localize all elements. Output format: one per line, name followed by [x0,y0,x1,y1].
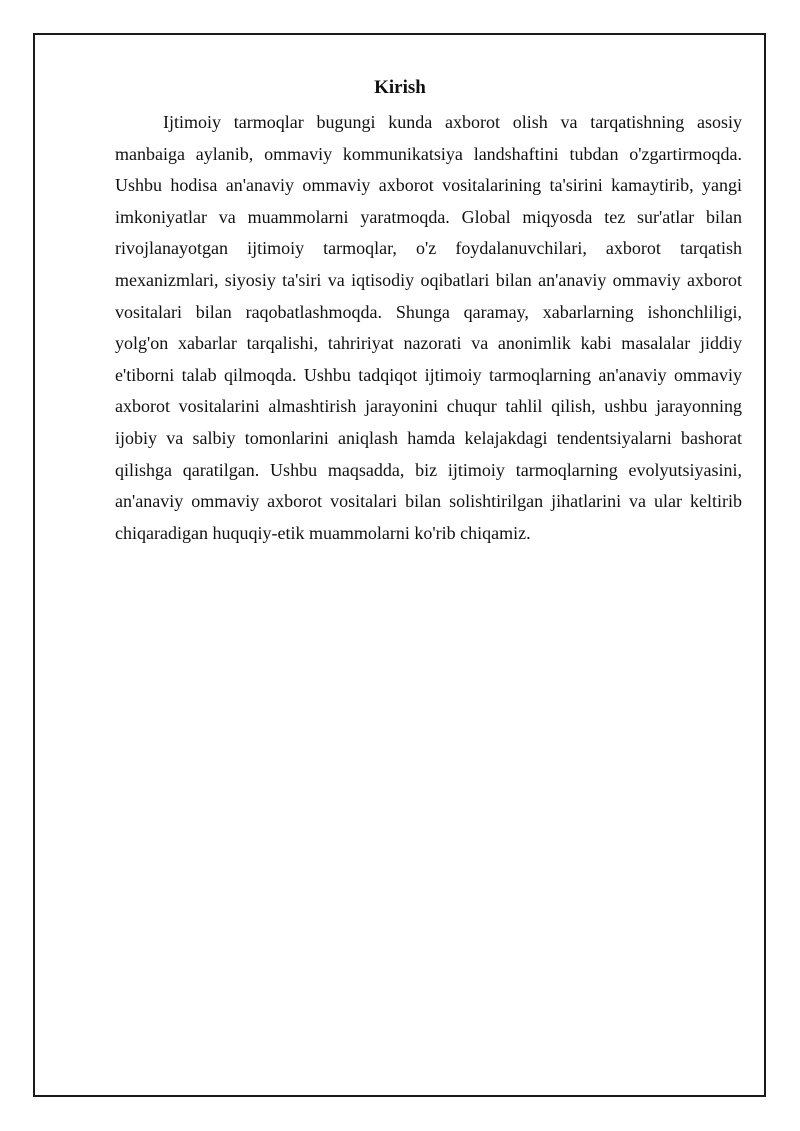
intro-paragraph: Ijtimoiy tarmoqlar bugungi kunda axborot olish va tarqatishning asosiy manbaiga aylanib, ommaviy kommunikatsiya landshaftini tubdan o'zgartirmoqda. Ushbu hodisa an'anaviy ommaviy axborot vositalarining ta'sirini kamaytirib, yangi imkoniyatlar va muammolarni yaratmoqda. Global miqyosda tez sur'atlar bilan rivojlanayotgan ijtimoiy tarmoqlar, o'z foydalanuvchilari, axborot tarqatish mexanizmlari, siyosiy ta'siri va iqtisodiy oqibatlari bilan an'anaviy ommaviy axborot vositalari bilan raqobatlashmoqda. Shunga qaramay, xabarlarning ishonchliligi, yolg'on xabarlar tarqalishi, tahririyat nazorati va anonimlik kabi masalalar jiddiy e'tiborni talab qilmoqda. Ushbu tadqiqot ijtimoiy tarmoqlarning an'anaviy ommaviy axborot vositalarini almashtirish jarayonini chuqur tahlil qilish, ushbu jarayonning ijobiy va salbiy tomonlarini aniqlash hamda kelajakdagi tendentsiyalarni bashorat qilishga qaratilgan. Ushbu maqsadda, biz ijtimoiy tarmoqlarning evolyutsiyasini, an'anaviy ommaviy axborot vositalari bilan solishtirilgan jihatlarini va ular keltirib chiqaradigan huquqiy-etik muammolarni ko'rib chiqamiz. [115,112,742,543]
section-title: Kirish [374,77,426,98]
